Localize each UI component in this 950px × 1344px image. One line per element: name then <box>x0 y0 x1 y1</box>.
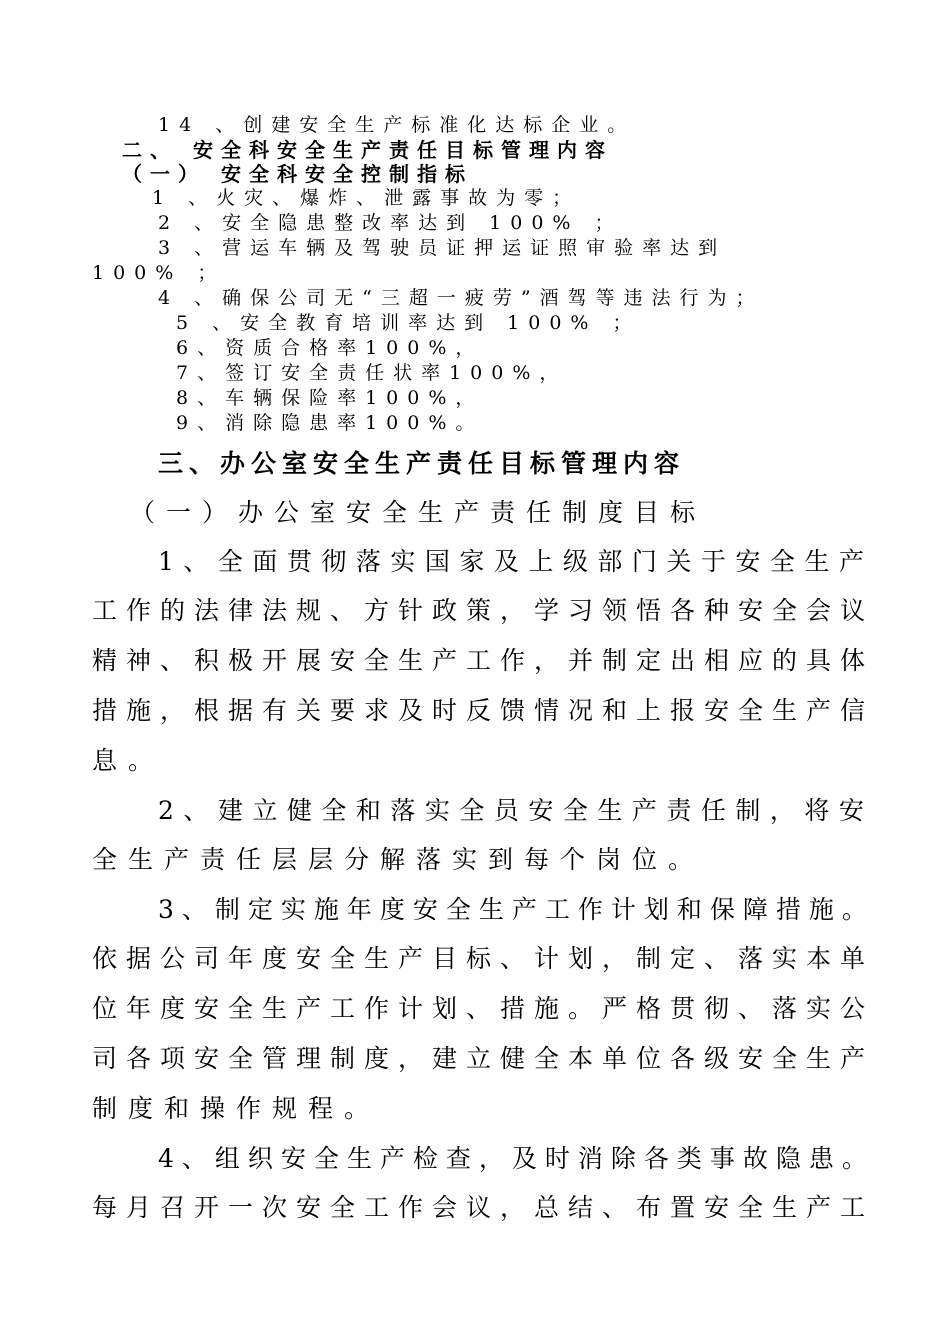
paragraph-line: 精神、积极开展安全生产工作，并制定出相应的具体 <box>92 646 875 675</box>
paragraph-line: 位年度安全生产工作计划、措施。严格贯彻、落实公 <box>92 994 875 1023</box>
list-item: 7、签订安全责任状率100%， <box>176 362 568 384</box>
paragraph-line: 息。 <box>92 746 165 775</box>
list-item: 8、车辆保险率100%， <box>176 387 484 409</box>
paragraph-line: 2、建立健全和落实全员安全生产责任制，将安 <box>158 796 874 825</box>
text-line: 14 、创建安全生产标准化达标企业。 <box>158 114 636 136</box>
section-heading: 三、办公室安全生产责任目标管理内容 <box>158 449 686 478</box>
paragraph-line: 全生产责任层层分解落实到每个岗位。 <box>92 845 705 874</box>
list-item: 5 、安全教育培训率达到 100% ； <box>176 312 641 334</box>
paragraph-line: 制度和操作规程。 <box>92 1094 381 1123</box>
paragraph-line: 工作的法律法规、方针政策，学习领悟各种安全会议 <box>92 596 875 625</box>
list-item: 3 、营运车辆及驾驶员证押运证照审验率达到 <box>158 237 727 259</box>
list-item-continuation: 100% ； <box>92 262 226 284</box>
paragraph-line: 4、组织安全生产检查，及时消除各类事故隐患。 <box>158 1144 875 1173</box>
section-heading: 二、 安全科安全生产责任目标管理内容 <box>122 138 613 162</box>
paragraph-line: 3、制定实施年度安全生产工作计划和保障措施。 <box>158 895 875 924</box>
paragraph-line: 每月召开一次安全工作会议，总结、布置安全生产工 <box>92 1193 875 1222</box>
paragraph-line: 措施，根据有关要求及时反馈情况和上报安全生产信 <box>92 696 875 725</box>
subsection-heading: （一）办公室安全生产责任制度目标 <box>130 498 707 527</box>
paragraph-line: 司各项安全管理制度，建立健全本单位各级安全生产 <box>92 1044 875 1073</box>
paragraph-line: 1、全面贯彻落实国家及上级部门关于安全生产 <box>158 547 874 576</box>
list-item: 2 、安全隐患整改率达到 100% ； <box>158 212 623 234</box>
list-item: 6、资质合格率100%， <box>176 337 484 359</box>
subsection-heading: （一） 安全科安全控制指标 <box>122 162 473 186</box>
paragraph-line: 依据公司年度安全生产目标、计划，制定、落实本单 <box>92 944 875 973</box>
list-item: 9、消除隐患率100%。 <box>176 412 484 434</box>
list-item: 1 、火灾、爆炸、泄露事故为零； <box>152 187 581 209</box>
list-item: 4 、确保公司无“三超一疲劳”酒驾等违法行为； <box>158 287 764 309</box>
